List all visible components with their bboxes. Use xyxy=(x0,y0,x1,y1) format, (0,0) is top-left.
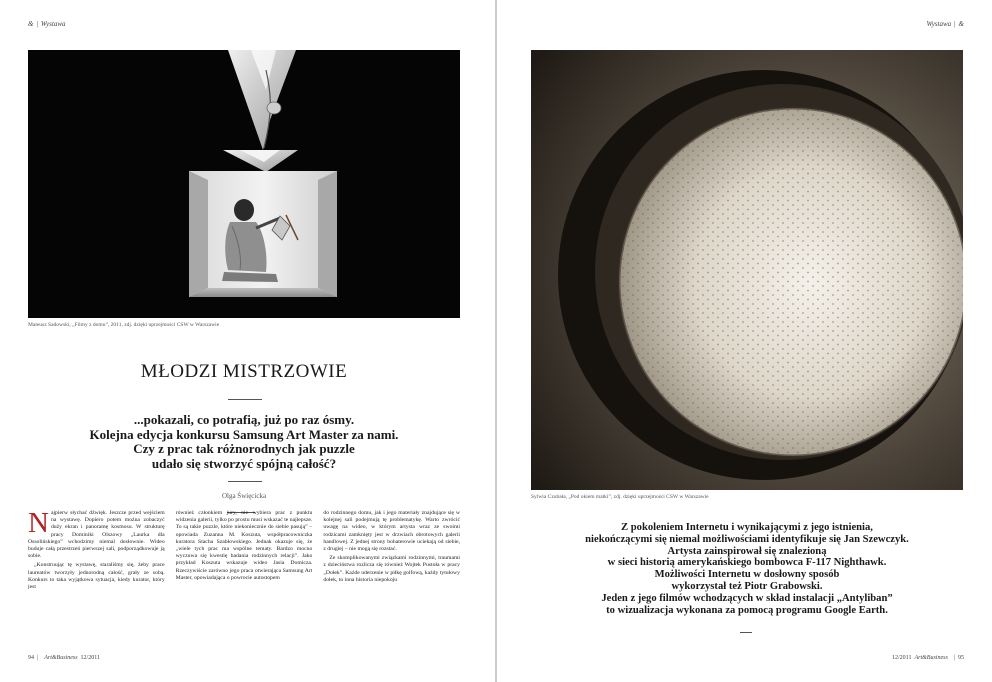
pull-quote xyxy=(531,522,963,616)
pull-quote-line: w sieci historią amerykańskiego bombowca F-117 Nighthawk. xyxy=(607,557,887,569)
page-number: 95 xyxy=(958,655,964,661)
ampersand-mark: & xyxy=(958,20,964,28)
body-paragraph: do rodzinnego domu, jak i jego materiały znajdujące się w kolejnej sali podejmują tę problematykę. Warto zwrócić uwagę na wideo, w którym artysta wraz ze swoimi rodzicami zamknięty jest w drzwiach obrotowych galerii handlowej. Z jednej strony bohaterowie uciekają od siebie, z drugiej – nie mogą się rozstać. xyxy=(323,510,461,553)
pull-quote-divider xyxy=(740,632,752,633)
exhibition-photo-filmy-z-domu xyxy=(28,50,460,318)
separator: | xyxy=(37,655,39,661)
article-headline: MŁODZI MISTRZOWIE xyxy=(140,361,348,382)
pull-quote-line: wykorzystał też Piotr Grabowski. xyxy=(671,580,823,592)
separator: | xyxy=(954,20,956,28)
article-body xyxy=(28,510,460,645)
photo-artwork xyxy=(28,50,460,318)
headline-divider xyxy=(228,399,262,400)
photo-caption: Mateusz Sadowski, „Filmy z domu”, 2011, zdj. dzięki uprzejmości CSW w Warszawie xyxy=(28,322,220,328)
folio-left xyxy=(28,655,100,661)
magazine-logo: Art&Business xyxy=(44,655,78,661)
author-byline: Olga Święcicka xyxy=(221,492,267,500)
separator: | xyxy=(953,655,955,661)
running-head-right xyxy=(927,20,965,28)
body-column-2 xyxy=(176,510,313,645)
exhibition-photo-pod-okiem-matki xyxy=(531,50,963,490)
body-paragraph: również członkiem jury, nie wybiera prac z punktu widzenia galerii, tylko po prostu musi wskazać te najlepsze. To są takie puzzle, które niekoniecznie do siebie pasują” – opowiada Zuzanna M. Koszuta, współpracowniczka kuratora Stacha Szabłowskiego. Jednak okazuje się, że „wiele tych prac ma wspólne tematy. Bardzo mocno wyczuwa się kwestię badania rodzinnych relacji”. Jako przykład Koszuta wskazuje wideo Jasia Domicza. Rzeczywiście zarówno jego praca otwierająca Samsung Art Master, opowiadająca o powrocie autostopem xyxy=(175,510,313,581)
lead-line: udało się stworzyć spójną całość? xyxy=(151,455,337,471)
photo-caption: Sylwia Czubała, „Pod okiem matki”, zdj. dzięki uprzejmości CSW w Warszawie xyxy=(531,494,709,500)
body-column-1 xyxy=(28,510,165,645)
photo-artwork xyxy=(531,50,963,490)
right-page xyxy=(497,0,992,682)
body-paragraph: Najpierw słychać dźwięk. Jeszcze przed wejściem na wystawę. Dopiero potem można zobaczyć duży ekran i panoramę kosmosu. W strukturę pracy Dominiki Olszowy „Laurka dla Ossolińskiego” wchodzimy niemal dosłownie. Wideo buduje całą przestrzeń pierwszej sali, podporządkowuje ją sobie. xyxy=(28,510,165,560)
lead-line: Kolejna edycja konkursu Samsung Art Master za nami. xyxy=(89,426,399,442)
pull-quote-line: Jeden z jego filmów wchodzących w skład instalacji „Antyliban” xyxy=(601,592,893,604)
running-head-left xyxy=(28,20,66,28)
folio-right xyxy=(892,655,964,661)
separator: | xyxy=(36,20,38,28)
lead-line: Czy z prac tak różnorodnych jak puzzle xyxy=(133,441,355,456)
pull-quote-line: to wizualizacja wykonana za pomocą programu Google Earth. xyxy=(606,604,888,616)
pull-quote-line: Artysta zainspirował się znalezioną xyxy=(667,545,827,557)
section-name: Wystawa xyxy=(40,20,66,28)
section-name: Wystawa xyxy=(926,20,952,28)
pull-quote-line: Możliwości Internetu w dosłowny sposób xyxy=(654,569,840,581)
ampersand-mark: & xyxy=(28,20,34,28)
pull-quote-line: Z pokoleniem Internetu i wynikającymi z jego istnienia, xyxy=(621,522,873,533)
drop-cap: N xyxy=(28,510,49,539)
page-number: 94 xyxy=(28,655,34,661)
issue-date: 12/2011 xyxy=(80,655,100,661)
body-paragraph: Ze skomplikowanymi związkami rodzinnymi, traumami z dzieciństwa rozlicza się również Wojtek Pustoła w pracy „Dołek”. Każde uderzenie w piłkę golfową, każdy tytułowy dołek, to inna historia niepokoju xyxy=(323,555,461,583)
magazine-logo: Art&Business xyxy=(914,655,948,661)
pull-quote-line: niekończącymi się niemal możliwościami identyfikuje się Jan Szewczyk. xyxy=(585,533,909,545)
lead-line: ...pokazali, co potrafią, już po raz ósmy. xyxy=(133,412,355,427)
body-paragraph: „Konstruując tę wystawę, staraliśmy się, żeby prace laureatów tworzyły jednorodną całość, grały ze sobą. Konkurs to taka wyjątkowa sytuacja, kiedy kurator, który jest xyxy=(28,562,165,591)
article-lead xyxy=(28,413,460,471)
issue-date: 12/2011 xyxy=(892,655,912,661)
body-column-3 xyxy=(323,510,460,645)
lead-divider xyxy=(228,481,262,482)
left-page xyxy=(0,0,495,682)
